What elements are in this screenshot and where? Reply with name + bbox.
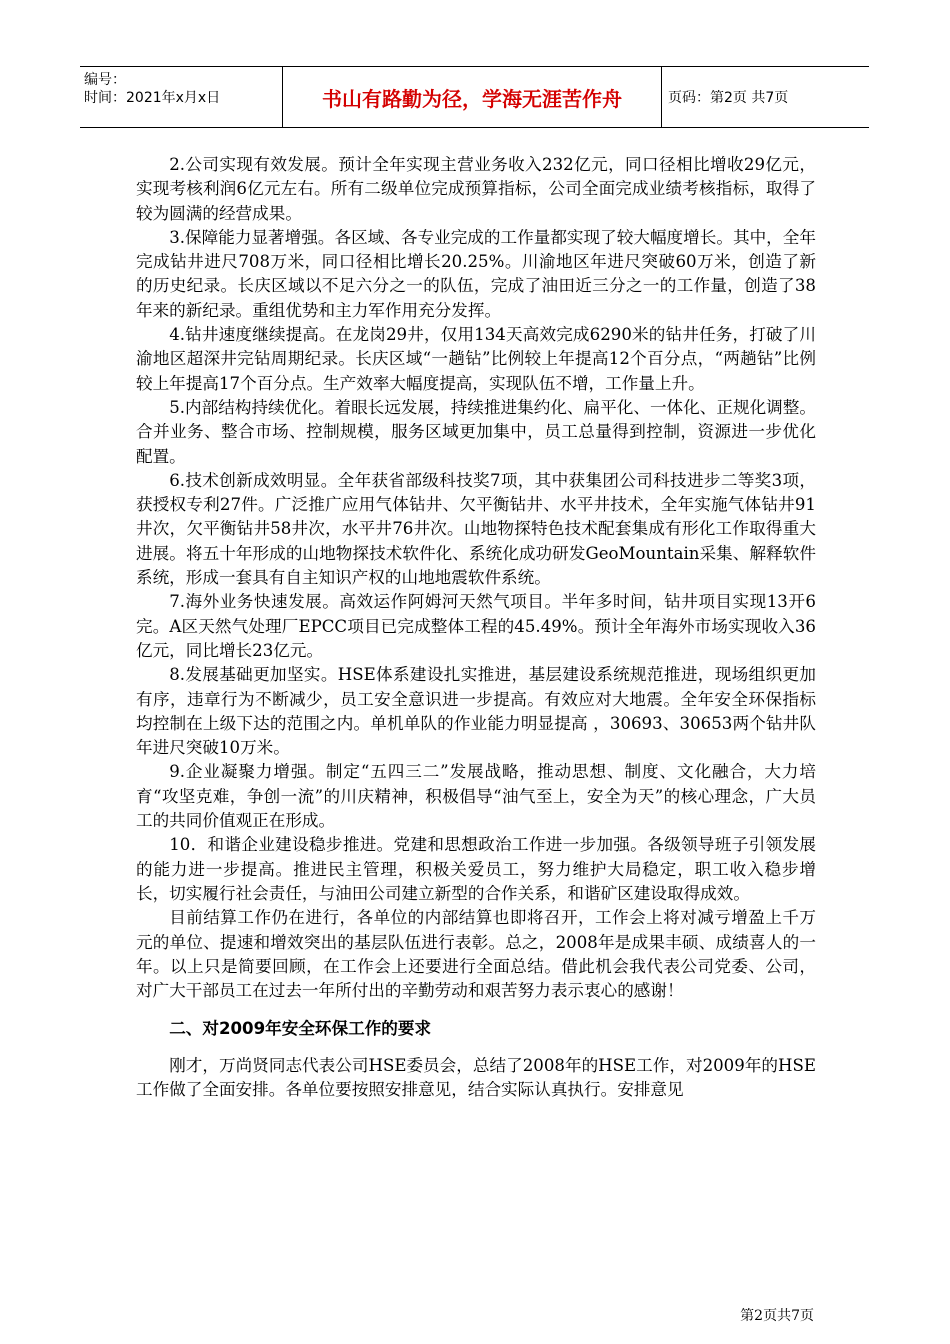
document-date-label: 时间：2021年x月x日 bbox=[84, 90, 221, 106]
body-paragraph: 7.海外业务快速发展。高效运作阿姆河天然气项目。半年多时间，钻井项目实现13开6完。A区天然气处理厂EPCC项目已完成整体工程的45.49%。预计全年海外市场实现收入36亿元，同比增长23亿元。 bbox=[136, 592, 816, 660]
header-motto: 书山有路勤为径，学海无涯苦作舟 bbox=[322, 86, 622, 111]
body-paragraph: 3.保障能力显著增强。各区域、各专业完成的工作量都实现了较大幅度增长。其中，全年完成钻井进尺708万米，同口径相比增长20.25%。川渝地区年进尺突破60万米，创造了新的历史纪录。长庆区域以不足六分之一的队伍，完成了油田近三分之一的工作量，创造了38年来的新纪录。重组优势和主力军作用充分发挥。 bbox=[136, 227, 816, 320]
document-body bbox=[136, 153, 816, 1102]
body-paragraph: 5.内部结构持续优化。着眼长远发展，持续推进集约化、扁平化、一体化、正规化调整。合并业务、整合市场、控制规模，服务区域更加集中，员工总量得到控制，资源进一步优化配置。 bbox=[136, 397, 816, 466]
section-heading: 二、对2009年安全环保工作的要求 bbox=[169, 1019, 432, 1039]
header-meta bbox=[80, 67, 282, 127]
header-page-number: 页码：第2页 共7页 bbox=[668, 90, 789, 106]
body-paragraph: 刚才，万尚贤同志代表公司HSE委员会，总结了2008年的HSE工作，对2009年的HSE工作做了全面安排。各单位要按照安排意见，结合实际认真执行。安排意见 bbox=[136, 1055, 816, 1099]
body-paragraph: 目前结算工作仍在进行，各单位的内部结算也即将召开，工作会上将对减亏增盈上千万元的单位、提速和增效突出的基层队伍进行表彰。总之，2008年是成果丰硕、成绩喜人的一年。以上只是简要回顾，在工作会上还要进行全面总结。借此机会我代表公司党委、公司，对广大干部员工在过去一年所付出的辛勤劳动和艰苦努力表示衷心的感谢！ bbox=[136, 908, 816, 1001]
document-number-label: 编号： bbox=[84, 72, 126, 88]
header-motto-cell bbox=[282, 67, 662, 127]
body-paragraph: 10．和谐企业建设稳步推进。党建和思想政治工作进一步加强。各级领导班子引领发展的能力进一步提高。推进民主管理，积极关爱员工，努力维护大局稳定，职工收入稳步增长，切实履行社会责任，与油田公司建立新型的合作关系，和谐矿区建设取得成效。 bbox=[136, 835, 816, 903]
page-header bbox=[80, 66, 869, 128]
body-paragraph: 9.企业凝聚力增强。制定“五四三二”发展战略，推动思想、制度、文化融合，大力培育“攻坚克难，争创一流”的川庆精神，积极倡导“油气至上，安全为天”的核心理念，广大员工的共同价值观正在形成。 bbox=[136, 762, 816, 831]
body-paragraph: 2.公司实现有效发展。预计全年实现主营业务收入232亿元，同口径相比增收29亿元，实现考核利润6亿元左右。所有二级单位完成预算指标，公司全面完成业绩考核指标，取得了较为圆满的经营成果。 bbox=[136, 155, 816, 223]
body-paragraph: 6.技术创新成效明显。全年获省部级科技奖7项，其中获集团公司科技进步二等奖3项，获授权专利27件。广泛推广应用气体钻井、欠平衡钻井、水平井技术，全年实施气体钻井91井次，欠平衡钻井58井次，水平井76井次。山地物探特色技术配套集成有形化工作取得重大进展。将五十年形成的山地物探技术软件化、系统化成功研发GeoMountain采集、解释软件系统，形成一套具有自主知识产权的山地地震软件系统。 bbox=[136, 470, 816, 588]
page-footer-number: 第2页共7页 bbox=[740, 1308, 814, 1324]
body-paragraph: 8.发展基础更加坚实。HSE体系建设扎实推进，基层建设系统规范推进，现场组织更加有序，违章行为不断减少，员工安全意识进一步提高。有效应对大地震。全年安全环保指标均控制在上级下达的范围之内。单机单队的作业能力明显提高 ，30693、30653两个钻井队年进尺突破10万米。 bbox=[136, 665, 816, 758]
body-paragraph: 4.钻井速度继续提高。在龙岗29井，仅用134天高效完成6290米的钻井任务，打破了川渝地区超深井完钻周期纪录。长庆区域“一趟钻”比例较上年提高12个百分点，“两趟钻”比例较上年提高17个百分点。生产效率大幅度提高，实现队伍不增，工作量上升。 bbox=[136, 325, 816, 393]
